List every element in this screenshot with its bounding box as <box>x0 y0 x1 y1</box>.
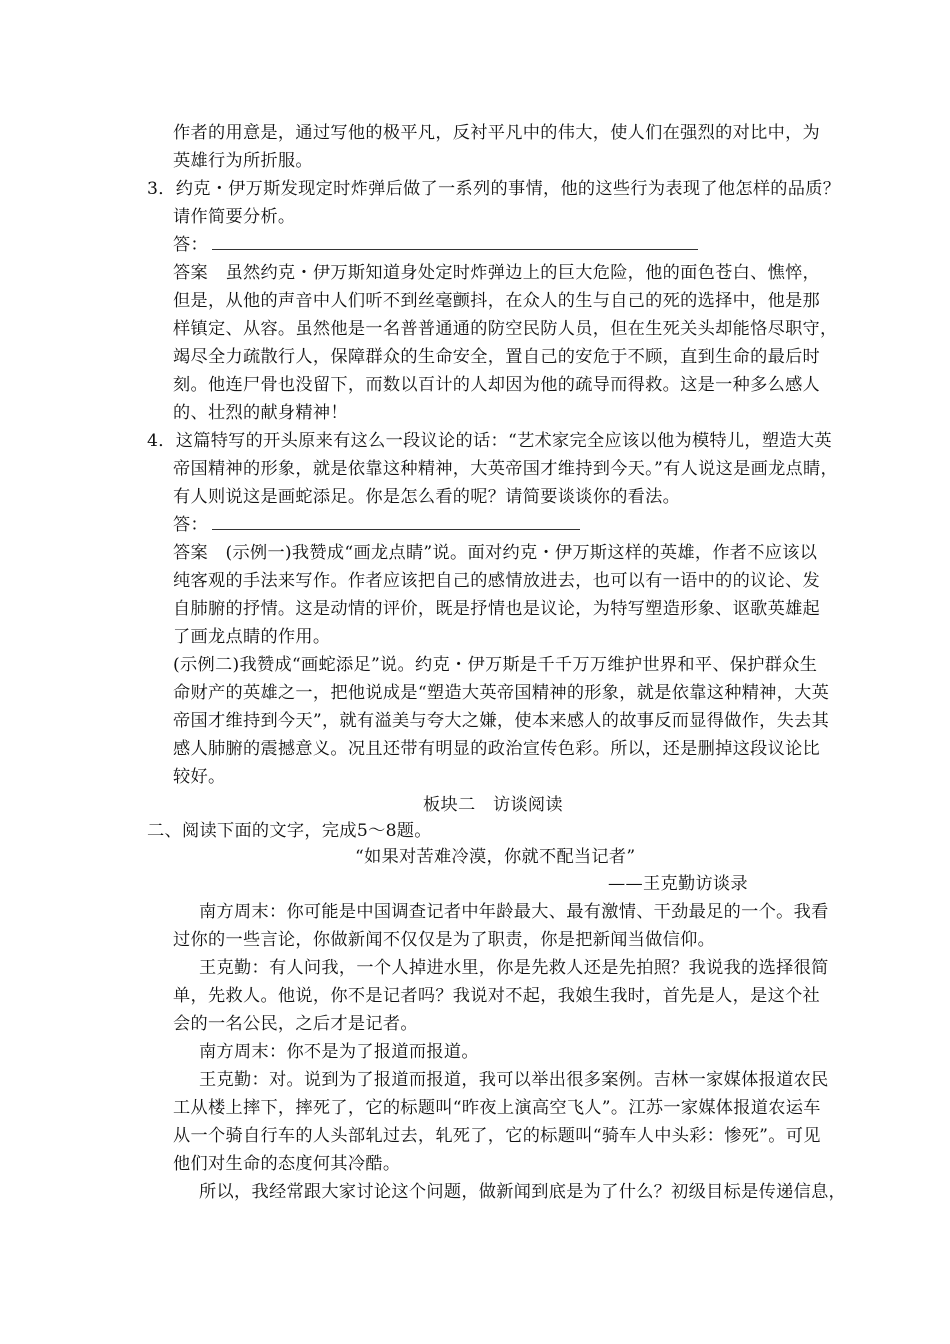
q3-answer-line-1: 答案 虽然约克・伊万斯知道身处定时炸弹边上的巨大危险，他的面色苍白、憔悴， <box>173 263 821 283</box>
paragraph-line: 南方周末：你可能是中国调查记者中年龄最大、最有激情、干劲最足的一个。我看 <box>199 902 829 922</box>
answer-blank-line[interactable] <box>212 513 580 530</box>
paragraph-line: 工从楼上摔下，摔死了，它的标题叫“昨夜上演高空飞人”。江苏一家媒体报道农运车 <box>173 1098 821 1118</box>
paragraph-line: 从一个骑自行车的人头部轧过去，轧死了，它的标题叫“骑车人中头彩：惨死”。可见 <box>173 1126 821 1146</box>
q3-answer-line-2: 但是，从他的声音中人们听不到丝毫颤抖，在众人的生与自己的死的选择中，他是那 <box>173 291 821 311</box>
q4-answer-line-9: 较好。 <box>173 767 226 787</box>
q3-answer-line-5: 刻。他连尸骨也没留下，而数以百计的人却因为他的疏导而得救。这是一种多么感人 <box>173 375 821 395</box>
paragraph-line: 单，先救人。他说，你不是记者吗？我说对不起，我娘生我时，首先是人，是这个社 <box>173 986 821 1006</box>
answer-prompt: 答： <box>173 515 208 535</box>
q4-answer-line-4: 了画龙点睛的作用。 <box>173 627 331 647</box>
question-3-line-2: 请作简要分析。 <box>173 207 296 227</box>
q3-answer-line-6: 的、壮烈的献身精神！ <box>173 403 348 423</box>
paragraph-line: 所以，我经常跟大家讨论这个问题，做新闻到底是为了什么？初级目标是传递信息， <box>199 1182 847 1202</box>
question-3: 3．约克・伊万斯发现定时炸弹后做了一系列的事情，他的这些行为表现了他怎样的品质？ <box>147 179 841 199</box>
answer-blank-line[interactable] <box>212 233 698 250</box>
section-heading: 板块二 访谈阅读 <box>423 795 563 815</box>
paragraph-line: 南方周末：你不是为了报道而报道。 <box>199 1042 479 1062</box>
article-title: “如果对苦难冷漠，你就不配当记者” <box>355 847 636 867</box>
q2-tail-line-1: 作者的用意是，通过写他的极平凡，反衬平凡中的伟大，使人们在强烈的对比中，为 <box>173 123 821 143</box>
answer-prompt: 答： <box>173 235 208 255</box>
q3-answer-line-3: 样镇定、从容。虽然他是一名普普通通的防空民防人员，但在生死关头却能恪尽职守， <box>173 319 838 339</box>
section-instruction: 二、阅读下面的文字，完成5～8题。 <box>147 821 432 841</box>
paragraph-line: 会的一名公民，之后才是记者。 <box>173 1014 418 1034</box>
q4-answer-line-5: (示例二)我赞成“画蛇添足”说。约克・伊万斯是千千万万维护世界和平、保护群众生 <box>173 655 818 675</box>
paragraph-line: 王克勤：对。说到为了报道而报道，我可以举出很多案例。吉林一家媒体报道农民 <box>199 1070 829 1090</box>
q4-answer-line-1: 答案 (示例一)我赞成“画龙点睛”说。面对约克・伊万斯这样的英雄，作者不应该以 <box>173 543 818 563</box>
paragraph-line: 王克勤：有人问我，一个人掉进水里，你是先救人还是先拍照？我说我的选择很简 <box>199 958 829 978</box>
q2-tail-line-2: 英雄行为所折服。 <box>173 151 313 171</box>
q4-answer-line-6: 命财产的英雄之一，把他说成是“塑造大英帝国精神的形象，就是依靠这种精神，大英 <box>173 683 830 703</box>
q4-answer-line-2: 纯客观的手法来写作。作者应该把自己的感情放进去，也可以有一语中的的议论、发 <box>173 571 821 591</box>
question-4-line-3: 有人则说这是画蛇添足。你是怎么看的呢？请简要谈谈你的看法。 <box>173 487 681 507</box>
question-4: 4．这篇特写的开头原来有这么一段议论的话：“艺术家完全应该以他为模特儿，塑造大英 <box>147 431 832 451</box>
q4-answer-line-3: 自肺腑的抒情。这是动情的评价，既是抒情也是议论，为特写塑造形象、讴歌英雄起 <box>173 599 821 619</box>
q4-answer-field[interactable] <box>173 513 580 537</box>
q4-answer-line-8: 感人肺腑的震撼意义。况且还带有明显的政治宣传色彩。所以，还是删掉这段议论比 <box>173 739 821 759</box>
paragraph-line: 过你的一些言论，你做新闻不仅仅是为了职责，你是把新闻当做信仰。 <box>173 930 716 950</box>
q4-answer-line-7: 帝国才维持到今天”，就有溢美与夸大之嫌，使本来感人的故事反而显得做作，失去其 <box>173 711 830 731</box>
q3-answer-line-4: 竭尽全力疏散行人，保障群众的生命安全，置自己的安危于不顾，直到生命的最后时 <box>173 347 821 367</box>
article-subtitle: ——王克勤访谈录 <box>608 874 748 894</box>
paragraph-line: 他们对生命的态度何其冷酷。 <box>173 1154 401 1174</box>
q3-answer-field[interactable] <box>173 233 698 257</box>
question-4-line-2: 帝国精神的形象，就是依靠这种精神，大英帝国才维持到今天。”有人说这是画龙点睛， <box>173 459 839 479</box>
